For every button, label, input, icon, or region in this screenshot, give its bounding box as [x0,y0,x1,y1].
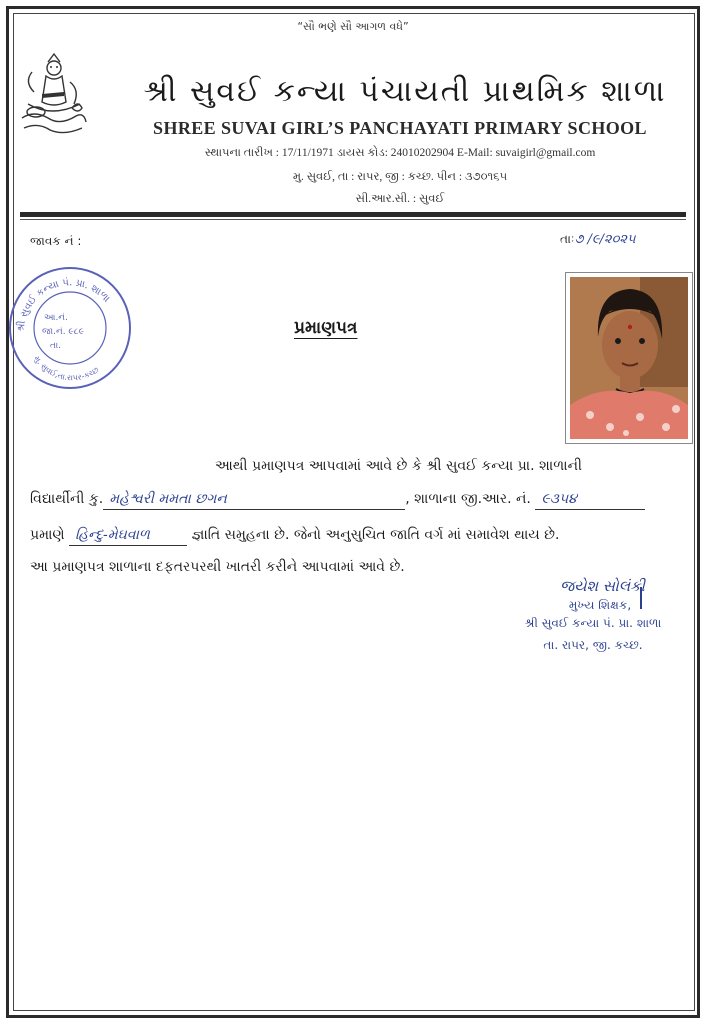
caste-value: હિન્દુ-મેઘવાળ [69,525,187,546]
certificate-heading: પ્રમાણપત્ર [294,318,358,338]
certificate-line-3 [30,525,690,546]
student-name: મહેશ્વરી મમતા છગન [103,489,405,510]
date-field [560,232,636,247]
certificate-line-1: આથી પ્રમાણપત્ર આપવામાં આવે છે કે શ્રી સુવઈ કન્યા પ્રા. શાળાની [215,458,583,474]
gr-number: ૯૩૫૪ [535,489,645,510]
school-name-gujarati: શ્રી સુવઈ કન્યા પંચાયતી પ્રાથમિક શાળા [143,74,667,109]
seal-bottom-text: મુ. સુવઈ,તા.રાપર-કચ્છ [32,354,101,383]
page-border-inner [13,13,695,1011]
student-portrait-image [570,277,688,439]
date-value: ૭ /૯/૨૦૨૫ [574,232,636,247]
seal-outer-text: શ્રી સુવઈ કન્યા પં. પ્રા. શાળા [15,277,112,333]
seal-line-2: જા.નં. ૯૮૯ [42,327,85,337]
school-info-line-2: મુ. સુવઈ, તા : રાપર, જી : કચ્છ. પીન : ૩૭૦૧૬૫ [292,171,508,183]
outward-number-label: જાવક નં : [30,234,82,248]
school-info-line-1: સ્થાપના તારીખ : 17/11/1971 ડાયસ કોડ: 24010202904 E-Mail: suvaigirl@gmail.com [204,147,596,159]
caste-suffix: જ્ઞાતિ સમુહના છે. જેનો અનુસુચિત જાતિ વર્ગ માં સમાવેશ થાય છે. [191,527,560,543]
handwritten-signature: જયેશ સોલંકી [560,577,645,595]
school-motto: “સૌ ભણે સૌ આગળ વધે” [297,20,409,33]
signatory-role: મુખ્ય શિક્ષક, [568,598,632,612]
signatory-place: તા. રાપર, જી. કચ્છ. [543,638,643,652]
seal-line-1: આ.નં. [44,313,68,323]
caste-prefix: પ્રમાણે [30,527,65,543]
gr-label: , શાળાના જી.આર. નં. [405,491,531,507]
header-divider-thin [20,219,686,220]
student-photo [565,272,693,444]
certificate-line-2 [30,489,690,510]
certificate-line-4: આ પ્રમાણપત્ર શાળાના દફતરપરથી ખાતરી કરીને આપવામાં આવે છે. [30,559,405,575]
student-prefix: વિદ્યાર્થીની કુ. [30,491,104,507]
school-name-english: SHREE SUVAI GIRL’S PANCHAYATI PRIMARY SCHOOL [153,118,647,138]
header-divider [20,212,686,217]
saraswati-logo-icon [14,52,90,138]
date-label: તાઃ [560,232,575,246]
signatory-school: શ્રી સુવઈ કન્યા પં. પ્રા. શાળા [524,616,662,630]
school-seal-stamp [4,262,132,394]
school-info-line-3: સી.આર.સી. : સુવઈ [355,193,445,205]
seal-line-3: તા. [50,341,62,351]
